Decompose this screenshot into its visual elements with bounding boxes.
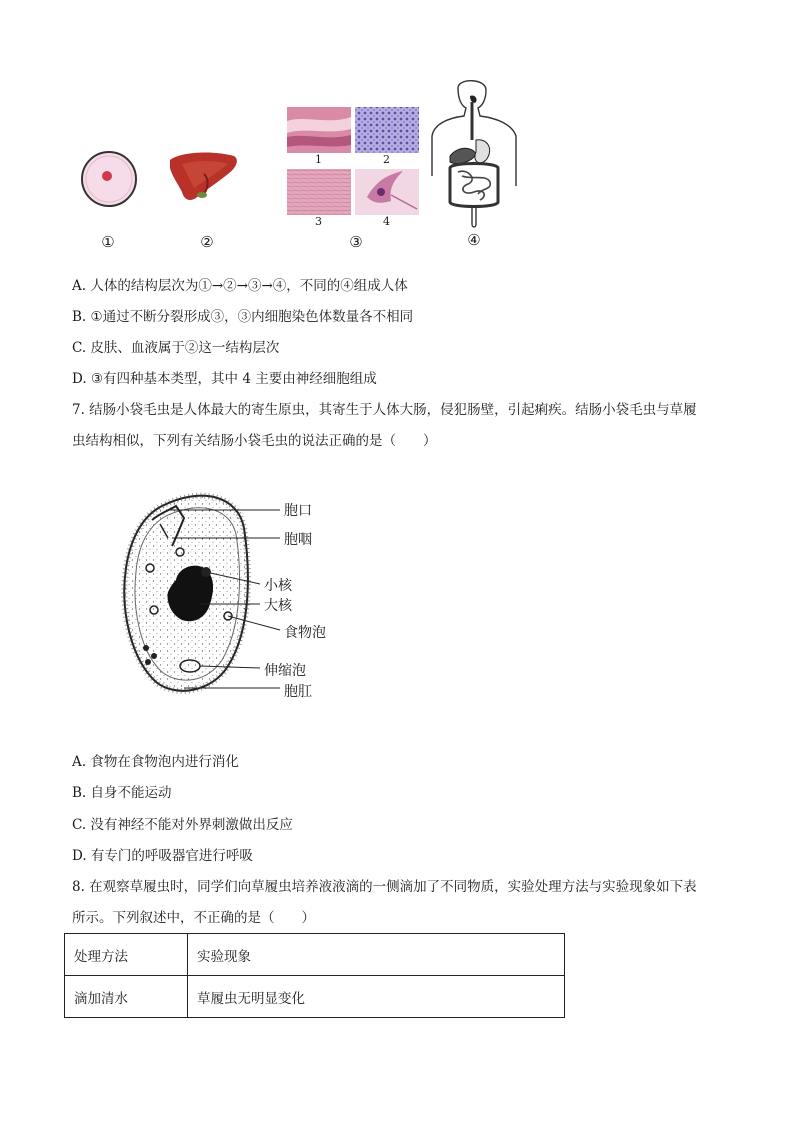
figure-liver — [166, 150, 240, 206]
tissue-number-1: 1 — [315, 153, 322, 166]
q8-stem-line2: 所示。下列叙述中，不正确的是（ ） — [72, 910, 315, 926]
figure-label-3: ③ — [349, 233, 363, 251]
table-cell: 滴加清水 — [65, 976, 188, 1018]
label-cytopharynx: 胞咽 — [284, 532, 312, 548]
figure-label-2: ② — [200, 233, 214, 251]
q7-option-c: C. 没有神经不能对外界刺激做出反应 — [72, 817, 293, 833]
tissue-number-3: 3 — [315, 215, 322, 228]
tissue-number-2: 2 — [383, 153, 390, 166]
figure-label-4: ④ — [467, 231, 481, 249]
label-micronucleus: 小核 — [264, 578, 292, 594]
table-cell: 草履虫无明显变化 — [188, 976, 565, 1018]
q7-option-d: D. 有专门的呼吸器官进行呼吸 — [72, 848, 253, 864]
label-cytoproct: 胞肛 — [284, 684, 312, 700]
label-macronucleus: 大核 — [264, 598, 292, 614]
table-header-row — [65, 934, 565, 976]
figure-label-1: ① — [101, 233, 115, 251]
label-contractile-vacuole: 伸缩泡 — [264, 663, 306, 679]
label-cytostome: 胞口 — [284, 503, 312, 519]
table-header-method: 处理方法 — [65, 934, 188, 976]
label-food-vacuole: 食物泡 — [284, 625, 326, 641]
q7-option-a: A. 食物在食物泡内进行消化 — [72, 754, 239, 770]
q6-option-c: C. 皮肤、血液属于②这一结构层次 — [72, 340, 280, 356]
q7-stem-line1: 7. 结肠小袋毛虫是人体最大的寄生原虫，其寄生于人体大肠，侵犯肠壁，引起痢疾。结肠小袋毛虫与草履 — [72, 402, 697, 418]
q8-table — [64, 933, 565, 1018]
table-row — [65, 976, 565, 1018]
figure-tissues — [285, 105, 421, 231]
table-header-phenomenon: 实验现象 — [188, 934, 565, 976]
q8-stem-line1: 8. 在观察草履虫时，同学们向草履虫培养液液滴的一侧滴加了不同物质，实验处理方法与实验现象如下表 — [72, 879, 697, 895]
q7-option-b: B. 自身不能运动 — [72, 785, 172, 801]
figure-digestive-system — [428, 76, 520, 232]
q6-option-b: B. ①通过不断分裂形成③，③内细胞染色体数量各不相同 — [72, 309, 414, 325]
tissue-number-4: 4 — [383, 215, 390, 228]
figure-cell — [78, 148, 140, 210]
q6-option-d: D. ③有四种基本类型，其中 4 主要由神经细胞组成 — [72, 371, 377, 387]
q6-option-a: A. 人体的结构层次为①→②→③→④，不同的④组成人体 — [72, 278, 408, 294]
q7-stem-line2: 虫结构相似，下列有关结肠小袋毛虫的说法正确的是（ ） — [72, 433, 437, 449]
